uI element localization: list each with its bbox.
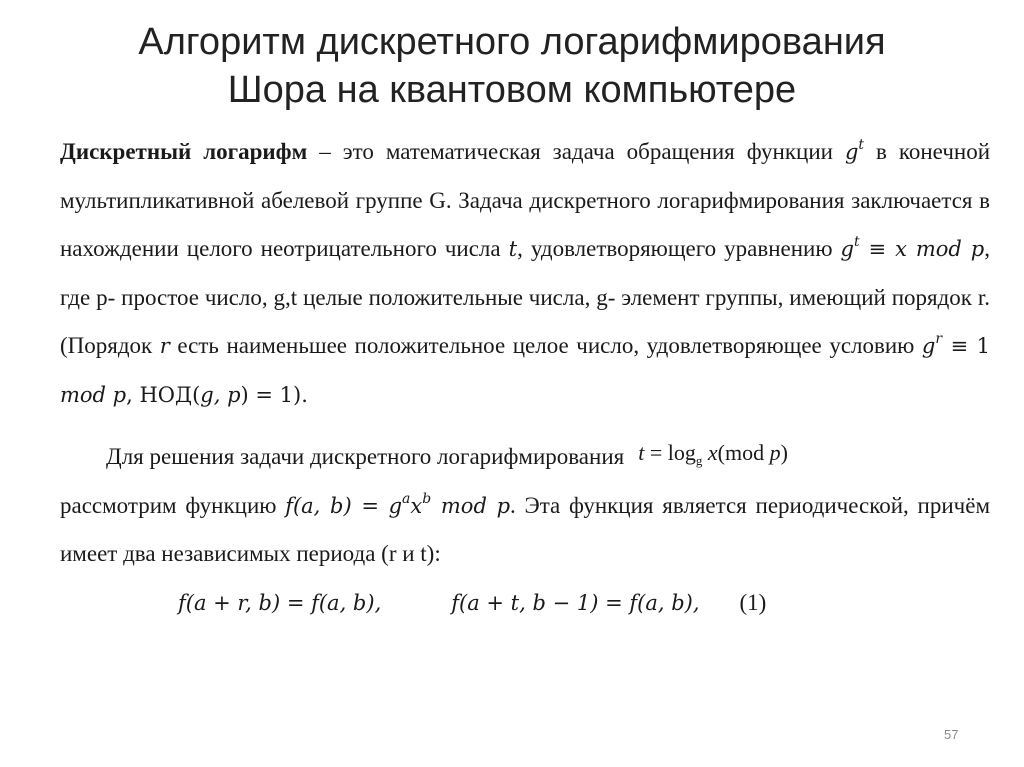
definition-paragraph [60, 128, 990, 419]
log-base-g: g [695, 453, 703, 468]
equation-period-t: f(a + t, b − 1) = f(a, b), [451, 590, 700, 615]
order-base-g: g [921, 334, 936, 358]
order-congruence-one: ≡ 1 [942, 334, 990, 358]
congruence-rhs: ≡ x mod p [859, 237, 985, 261]
solution-intro-paragraph [60, 433, 990, 482]
variable-r: r [159, 334, 170, 358]
definition-text-5: есть наименьшее положительное целое число, удовлетворяющее условию [169, 333, 922, 358]
congruence-base-g: g [840, 237, 854, 261]
gcd-close: ) = 1). [240, 382, 308, 407]
function-text-2: . Эта функция является периодической, причём имеет два независимых периода (r и t): [60, 492, 991, 566]
function-exponent-a: a [402, 490, 411, 507]
solution-intro-text: Для решения задачи дискретного логарифмирования [106, 444, 625, 469]
formula-function [285, 490, 511, 518]
order-exponent-r: r [935, 331, 943, 347]
function-paragraph [60, 482, 990, 579]
function-lhs: f(a, b) = g [285, 493, 403, 518]
definition-text-1: – это математическая задача обращения функции [307, 139, 845, 164]
formula-order-condition [921, 331, 943, 358]
equation-1 [60, 579, 990, 627]
definition-text-4: , где p- простое число, g,t целые положительные числа, g- элемент группы, имеющий порядок r. (Порядок [60, 236, 990, 358]
function-text-1: рассмотрим функцию [60, 492, 286, 518]
slide-title-line-2: Шора на квантовом компьютере [227, 69, 797, 111]
slide-title-line-1: Алгоритм дискретного логарифмирования [138, 21, 886, 63]
variable-t: t [508, 237, 518, 261]
congruence-exponent-t: t [853, 234, 860, 250]
formula-log [638, 440, 788, 468]
formula-g-power-t [844, 137, 865, 164]
definition-text-3: , удовлетворяющего уравнению [517, 236, 841, 261]
log-close: ) [780, 440, 788, 465]
function-base-x: x [410, 493, 423, 518]
function-mod-p: mod p [431, 493, 511, 518]
order-mod-p: mod p [60, 382, 127, 407]
formula-congruence [840, 234, 985, 261]
page-number: 57 [944, 727, 959, 742]
definition-text-2: в конечной мультипликативной абелевой группе G. Задача дискретного логарифмирования заключается в нахождении целого неотрицательного числа [60, 139, 990, 261]
log-var-t: t [638, 440, 645, 465]
gcd-args: g, p [200, 382, 241, 407]
log-var-x: x [702, 440, 718, 465]
equation-number: (1) [739, 589, 767, 615]
log-var-p: p [769, 440, 781, 465]
slide-title [0, 18, 1024, 114]
gcd-open: , НОД( [126, 382, 201, 407]
slide-body [60, 128, 990, 627]
log-mod: (mod [717, 440, 770, 465]
formula-exponent-t: t [858, 137, 865, 153]
function-exponent-b: b [422, 490, 432, 507]
term-discrete-logarithm: Дискретный логарифм [60, 139, 308, 164]
log-eq: = log [644, 440, 696, 465]
equation-period-r: f(a + r, b) = f(a, b), [178, 590, 382, 615]
formula-base-g: g [844, 140, 859, 164]
